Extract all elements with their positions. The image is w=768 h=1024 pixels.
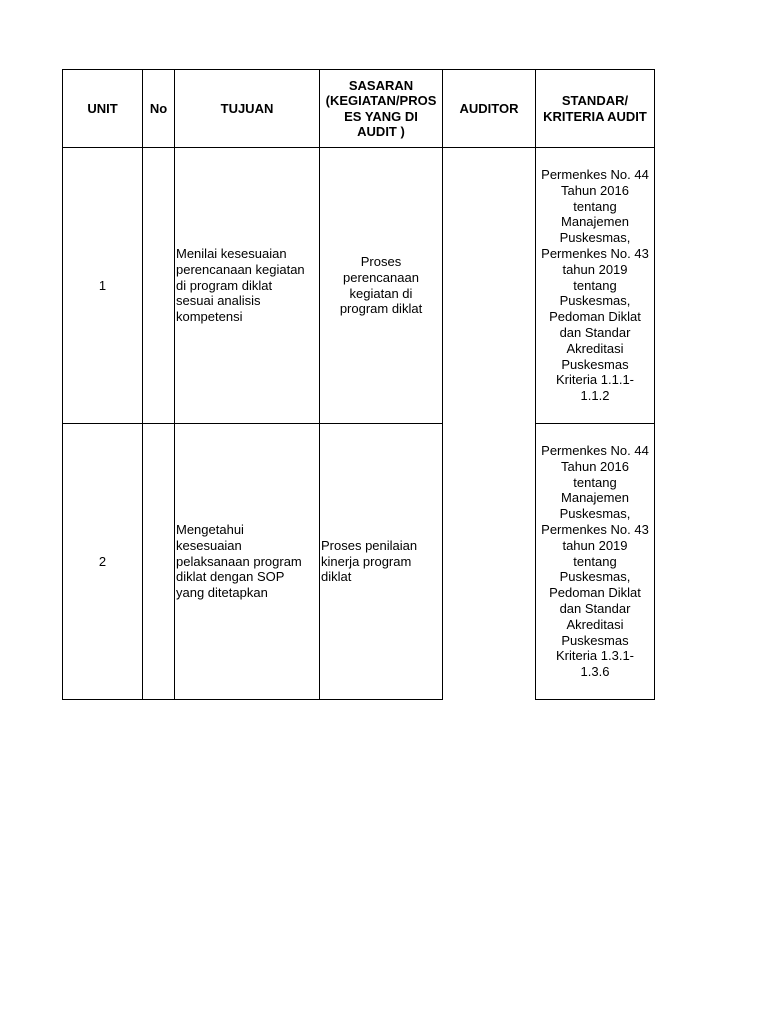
auditor-cell xyxy=(443,148,535,699)
row2-tujuan: Mengetahui kesesuaian pelaksanaan program diklat dengan SOP yang ditetapkan xyxy=(176,522,302,601)
table-border-right xyxy=(654,69,655,700)
row1-sasaran: Proses perencanaan kegiatan di program diklat xyxy=(339,253,423,317)
row1-standar: Permenkes No. 44 Tahun 2016 tentang Manajemen Puskesmas, Permenkes No. 43 tahun 2019 tentang Puskesmas, Pedoman Diklat dan Standar Akreditasi Puskesmas Kriteria 1.1.1- 1.1.2 xyxy=(541,167,649,404)
table-border-bottom xyxy=(62,699,443,700)
row2-standar: Permenkes No. 44 Tahun 2016 tentang Manajemen Puskesmas, Permenkes No. 43 tahun 2019 tentang Puskesmas, Pedoman Diklat dan Standar Akreditasi Puskesmas Kriteria 1.3.1- 1.3.6 xyxy=(541,443,649,680)
header-sasaran: SASARAN (KEGIATAN/PROS ES YANG DI AUDIT ) xyxy=(325,77,437,139)
row2-sasaran: Proses penilaian kinerja program diklat xyxy=(321,537,418,585)
header-standar: STANDAR/ KRITERIA AUDIT xyxy=(543,93,647,124)
header-unit: UNIT xyxy=(87,100,118,116)
row1-tujuan: Menilai kesesuaian perencanaan kegiatan di program diklat sesuai analisis kompetensi xyxy=(176,246,305,325)
row2-unit: 2 xyxy=(98,553,107,569)
column-divider xyxy=(174,69,175,700)
row2-no xyxy=(143,424,174,699)
audit-table xyxy=(62,69,656,700)
header-tujuan: TUJUAN xyxy=(220,100,274,116)
row1-unit: 1 xyxy=(98,277,107,293)
header-auditor: AUDITOR xyxy=(459,100,519,116)
row1-no xyxy=(143,148,174,423)
header-no: No xyxy=(149,100,168,116)
table-border-bottom xyxy=(535,699,655,700)
